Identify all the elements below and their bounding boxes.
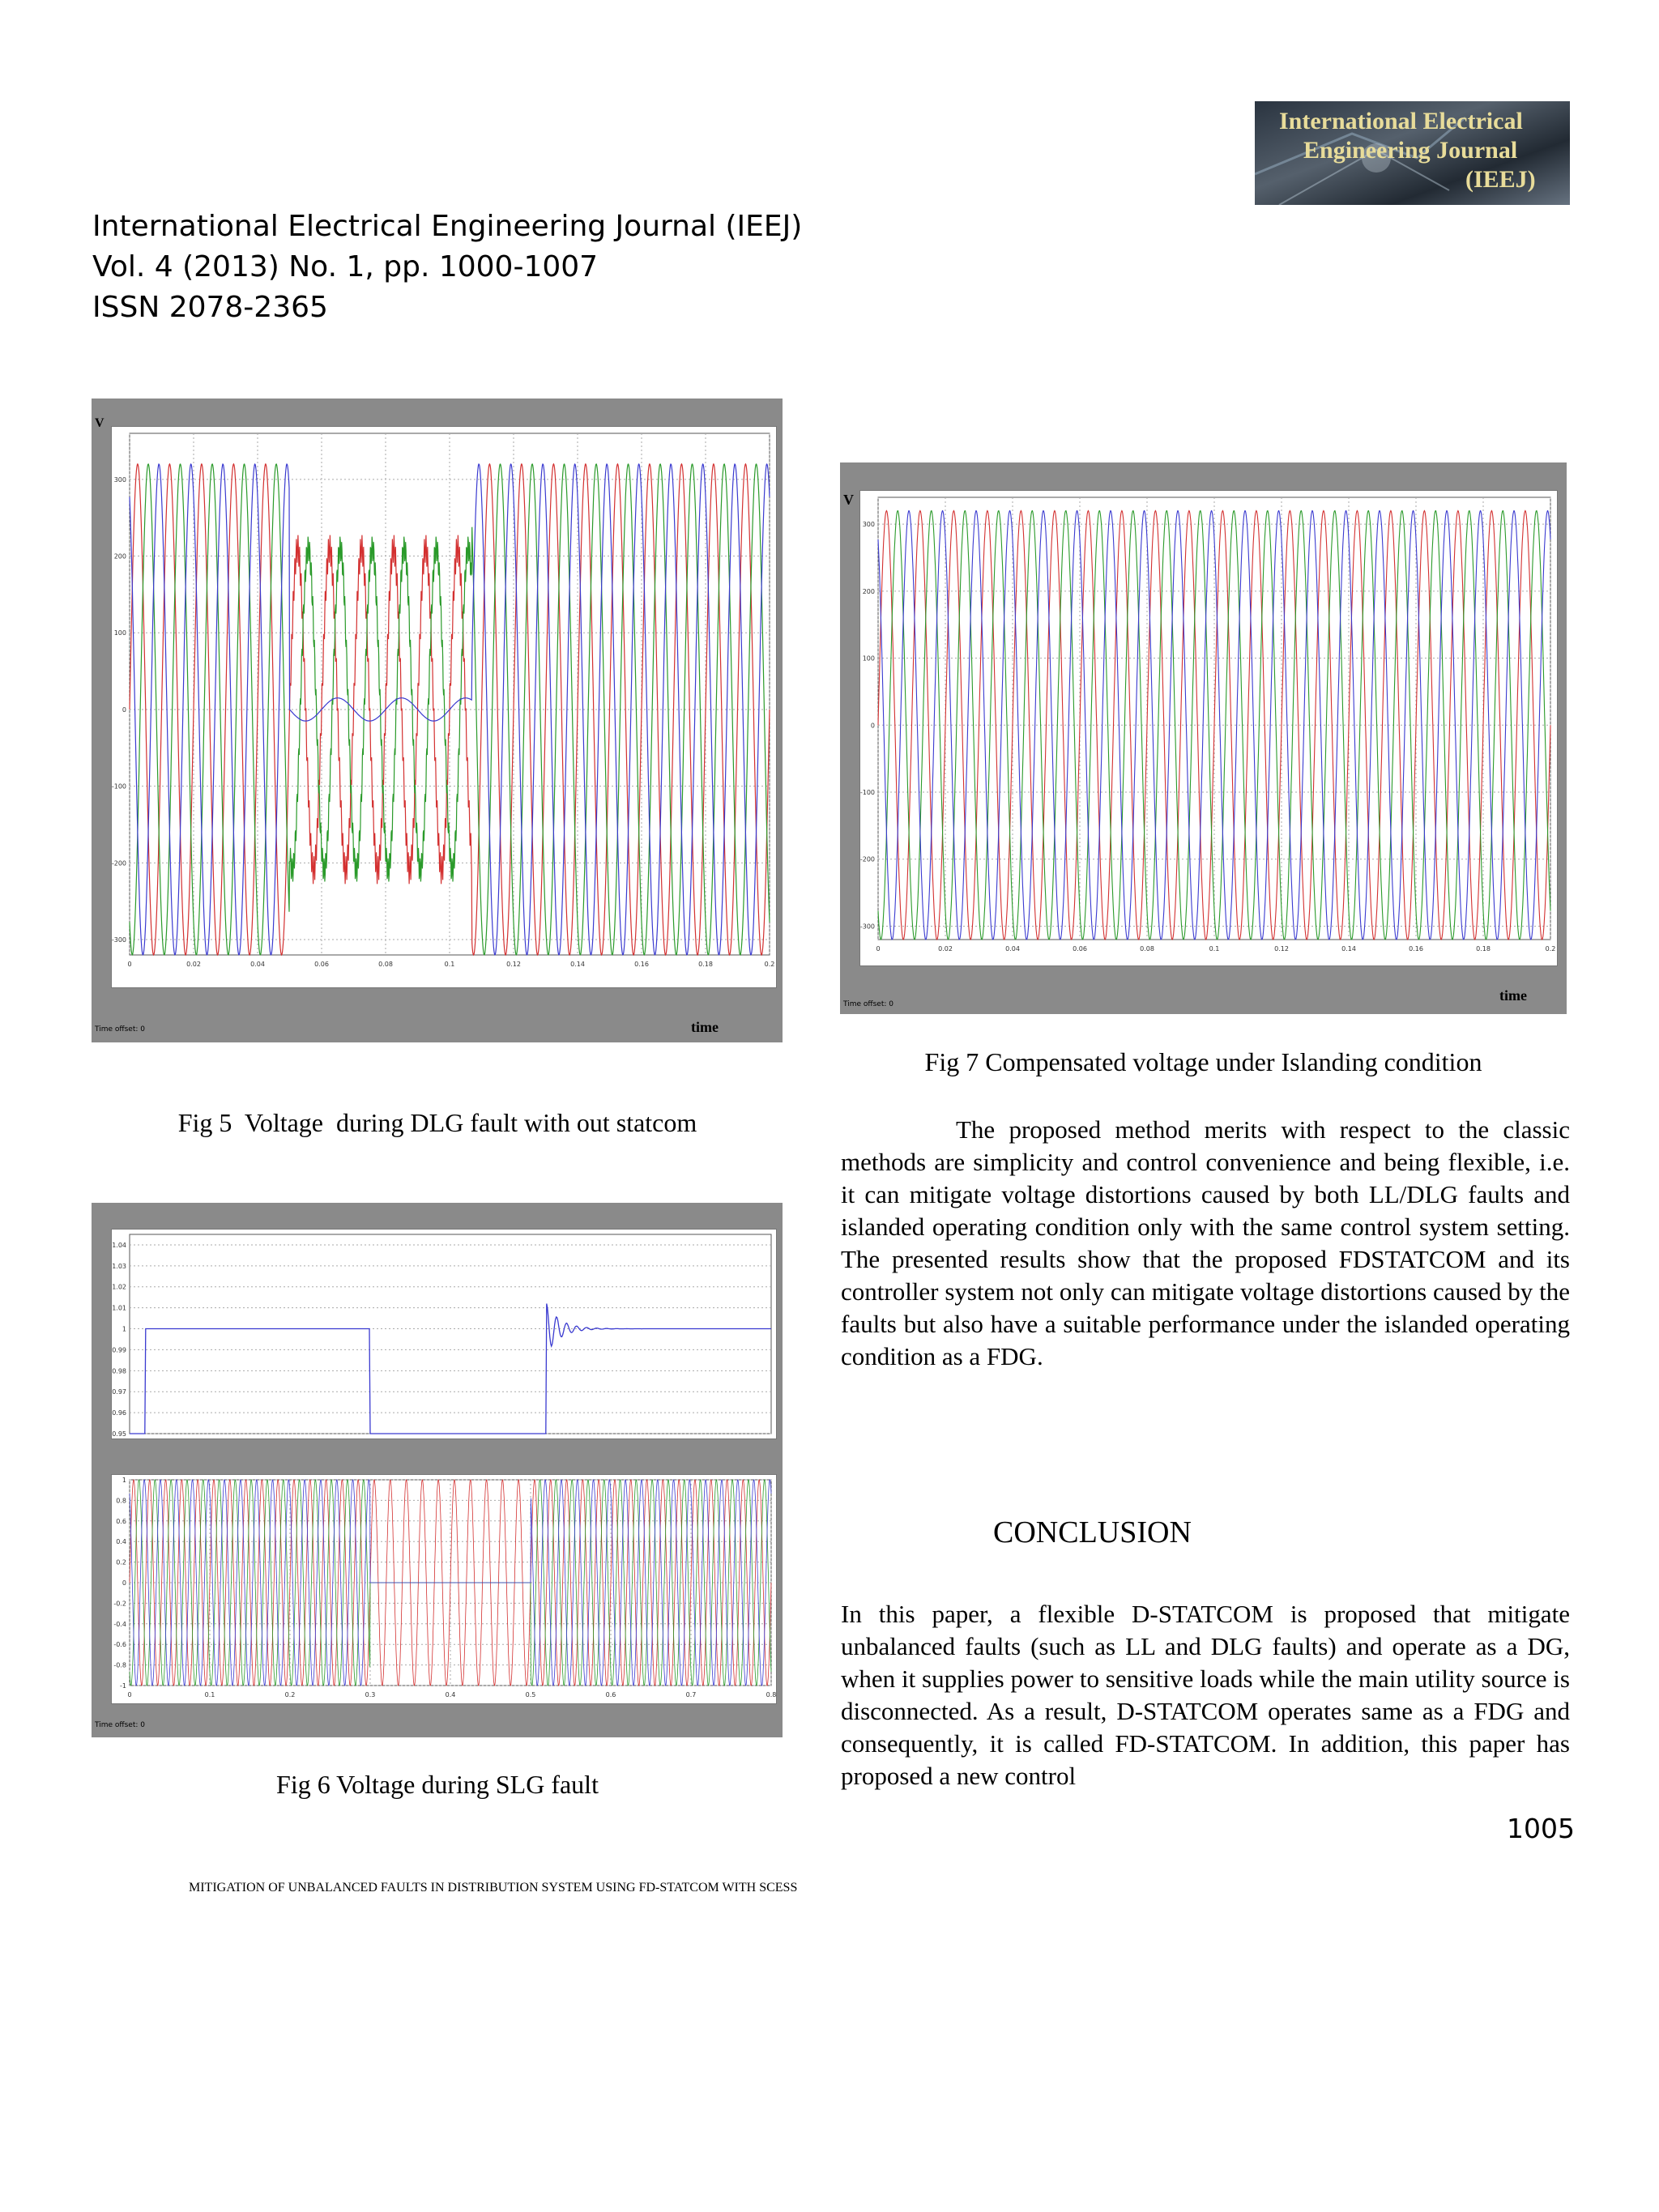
- y-tick-label: -0.8: [113, 1661, 126, 1669]
- y-tick-label: 1: [122, 1325, 126, 1333]
- x-tick-label: 0.08: [1140, 945, 1154, 953]
- y-tick-label: 100: [862, 654, 875, 663]
- y-tick-label: 0.98: [112, 1367, 126, 1375]
- x-tick-label: 0.04: [1005, 945, 1020, 953]
- y-tick-label: 0.96: [112, 1409, 126, 1417]
- figure-7: [840, 462, 1567, 1014]
- x-tick-label: 0.4: [445, 1691, 456, 1698]
- body-paragraph-1: The proposed method merits with respect to the classic methods are simplicity and control convenience and being flexible, i.e. it can mitigate voltage distortions caused by both LL/DLG faults and islanded operating condition only with the same control system setting. The presented results show that the proposed FDSTATCOM and its controller system not only can mitigate voltage distortions caused by the faults but also have a suitable performance under the islanded operating condition as a FDG.: [841, 1115, 1570, 1370]
- figure-6: [92, 1203, 783, 1737]
- fig7-time-offset: Time offset: 0: [843, 1000, 893, 1008]
- y-tick-label: 100: [113, 629, 126, 637]
- fig5-chart: [112, 427, 776, 987]
- x-tick-label: 0.6: [605, 1691, 616, 1698]
- figure-5: [92, 399, 783, 1042]
- x-tick-label: 0.8: [766, 1691, 776, 1698]
- fig7-xlabel: time: [1499, 987, 1527, 1004]
- y-tick-label: -100: [860, 789, 875, 796]
- fig6-time-offset: Time offset: 0: [95, 1721, 145, 1729]
- x-tick-label: 0.2: [284, 1691, 296, 1698]
- x-tick-label: 0.3: [365, 1691, 376, 1698]
- y-tick-label: -0.2: [113, 1600, 126, 1608]
- fig5-xlabel: time: [691, 1019, 719, 1035]
- x-tick-label: 0: [876, 945, 881, 953]
- x-tick-label: 0.08: [378, 961, 393, 968]
- y-tick-label: 0: [122, 705, 126, 714]
- y-tick-label: -300: [860, 923, 875, 931]
- fig7-plot-area: [859, 490, 1558, 966]
- fig6-top-chart: [112, 1230, 776, 1438]
- body-paragraph-2: In this paper, a flexible D-STATCOM is proposed that mitigate unbalanced faults (such as LL and DLG faults) and operate as a DG, when it supplies power to sensitive loads while the main utility source is disconnected. As a result, D-STATCOM operates same as a FDG and consequently, it is called FD-STATCOM. In addition, this paper has proposed a new control: [841, 1600, 1570, 1790]
- y-tick-label: -0.4: [113, 1620, 126, 1628]
- x-tick-label: 0.14: [1341, 945, 1356, 953]
- x-tick-label: 0.5: [525, 1691, 536, 1698]
- y-tick-label: 0.97: [112, 1388, 126, 1396]
- running-title: MITIGATION OF UNBALANCED FAULTS IN DISTRIBUTION SYSTEM USING FD-STATCOM WITH SCESS: [189, 1881, 798, 1894]
- page-number: 1005: [1507, 1813, 1575, 1844]
- x-tick-label: 0.16: [634, 961, 649, 968]
- fig6-bottom-plot: [111, 1474, 777, 1704]
- x-tick-label: 0: [127, 1691, 132, 1698]
- x-tick-label: 0.06: [1073, 945, 1087, 953]
- fig7-ylabel: V: [843, 492, 854, 508]
- x-tick-label: 0.12: [1274, 945, 1289, 953]
- y-tick-label: 200: [113, 552, 126, 560]
- x-tick-label: 0.02: [938, 945, 953, 953]
- x-tick-label: 0.18: [698, 961, 713, 968]
- y-tick-label: 0: [122, 1579, 126, 1587]
- x-tick-label: 0: [127, 961, 132, 968]
- fig5-caption: Fig 5 Voltage during DLG fault with out statcom: [177, 1108, 697, 1137]
- x-tick-label: 0.1: [1209, 945, 1220, 953]
- y-tick-label: 0.95: [112, 1430, 126, 1438]
- y-tick-label: 0.2: [116, 1558, 126, 1566]
- fig6-caption: Fig 6 Voltage during SLG fault: [276, 1770, 599, 1799]
- logo-line-1: International Electrical: [1279, 108, 1523, 134]
- volume-line: Vol. 4 (2013) No. 1, pp. 1000-1007: [92, 250, 599, 283]
- y-tick-label: 1.04: [112, 1241, 126, 1249]
- fig6-top-plot: [111, 1229, 777, 1439]
- y-tick-label: 300: [113, 475, 126, 484]
- y-tick-label: 0: [870, 722, 875, 730]
- conclusion-heading: CONCLUSION: [993, 1515, 1192, 1549]
- fig7-caption: Fig 7 Compensated voltage under Islanding condition: [924, 1047, 1482, 1076]
- x-tick-label: 0.18: [1476, 945, 1491, 953]
- fig5-plot-area: [111, 426, 777, 988]
- fig6-bottom-chart: [112, 1475, 776, 1703]
- fig6-top-series: [130, 1304, 771, 1434]
- x-tick-label: 0.2: [764, 961, 775, 968]
- y-tick-label: -200: [860, 855, 875, 863]
- y-tick-label: -200: [112, 859, 126, 867]
- y-tick-label: -0.6: [113, 1641, 126, 1649]
- y-tick-label: 300: [862, 521, 875, 529]
- plot-border: [130, 1234, 771, 1434]
- y-tick-label: 0.6: [116, 1517, 126, 1525]
- x-tick-label: 0.1: [204, 1691, 215, 1698]
- y-tick-label: 1.03: [112, 1262, 126, 1270]
- x-tick-label: 0.1: [444, 961, 455, 968]
- x-tick-label: 0.7: [685, 1691, 697, 1698]
- x-tick-label: 0.06: [314, 961, 329, 968]
- fig5-ylabel: V: [95, 416, 104, 430]
- x-tick-label: 0.02: [186, 961, 201, 968]
- y-tick-label: -1: [120, 1682, 126, 1690]
- logo-line-3: (IEEJ): [1465, 166, 1536, 193]
- y-tick-label: 1.02: [112, 1283, 126, 1291]
- y-tick-label: 0.8: [116, 1497, 126, 1505]
- y-tick-label: -100: [112, 782, 126, 791]
- y-tick-label: 0.4: [116, 1538, 126, 1546]
- y-tick-label: -300: [112, 936, 126, 944]
- journal-name: International Electrical Engineering Journal (IEEJ): [92, 210, 803, 243]
- y-tick-label: 1.01: [112, 1304, 126, 1312]
- x-tick-label: 0.16: [1409, 945, 1423, 953]
- y-tick-label: 1: [122, 1477, 126, 1484]
- x-tick-label: 0.14: [570, 961, 585, 968]
- y-tick-label: 200: [862, 587, 875, 595]
- x-tick-label: 0.12: [506, 961, 521, 968]
- logo-line-2: Engineering Journal: [1303, 137, 1518, 164]
- issn: ISSN 2078-2365: [92, 291, 328, 324]
- x-tick-label: 0.2: [1545, 945, 1556, 953]
- x-tick-label: 0.04: [250, 961, 265, 968]
- fig5-time-offset: Time offset: 0: [95, 1025, 145, 1034]
- fig7-chart: [860, 491, 1557, 965]
- journal-logo: [1255, 101, 1570, 205]
- y-tick-label: 0.99: [112, 1346, 126, 1354]
